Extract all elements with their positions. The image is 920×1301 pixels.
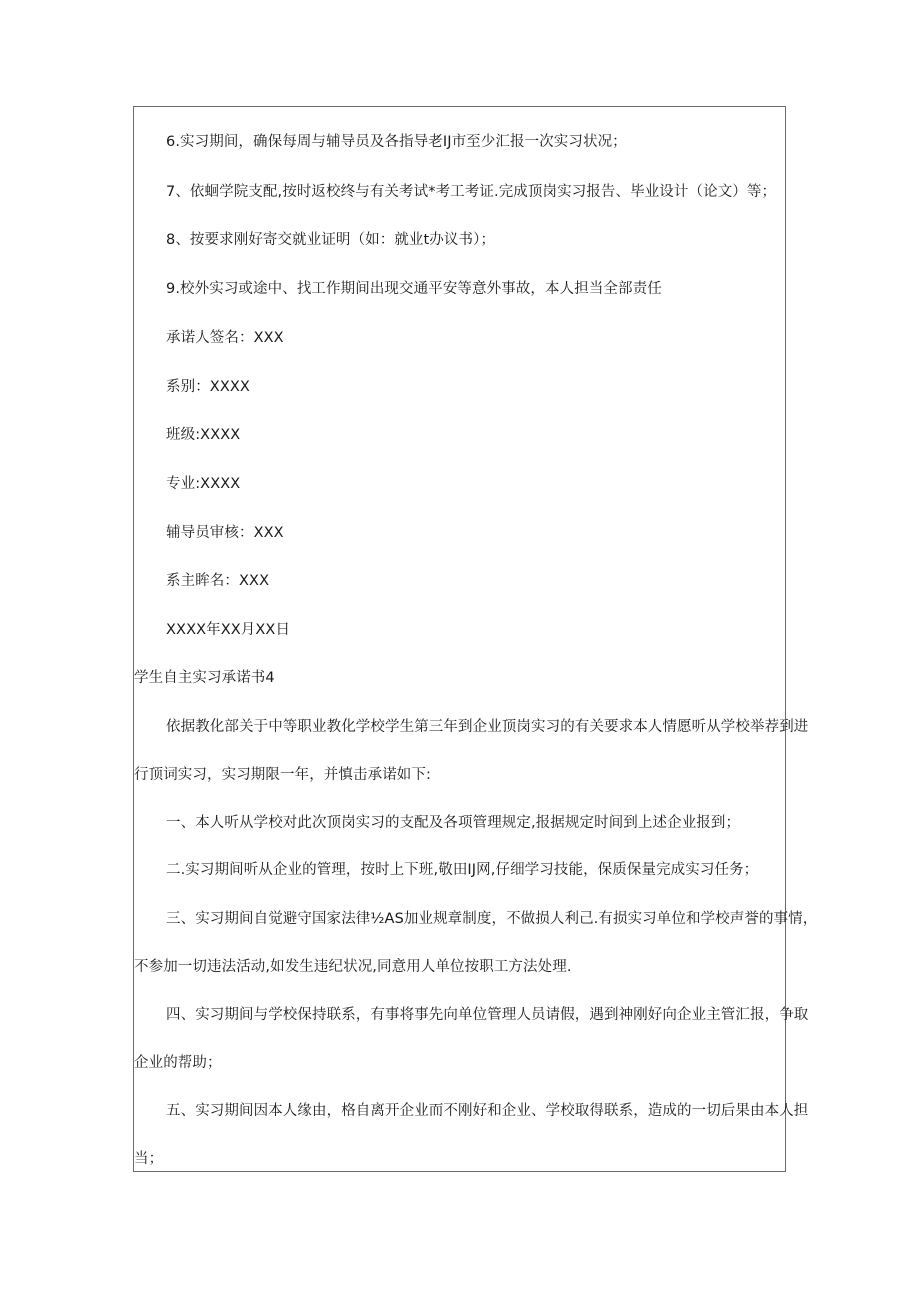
intro-paragraph-line1: 依据教化部关于中等职业教化学校学生第三年到企业顶岗实习的有关要求本人情愿听从学校举荐到进 xyxy=(166,719,809,735)
commitment-item-7: 7、依蛔学院支配,按时返校终与有关考试*考工考证.完成顶岗实习报告、毕业设计（论文）等； xyxy=(166,184,777,200)
pledge-item-3-line2: 不参加一切违法活动,如发生违纪状况,同意用人单位按职工方法处理. xyxy=(134,959,572,975)
pledge-item-2: 二.实习期间听从企业的管理，按时上下班,敬田IJ网,仔细学习技能，保质保量完成实习任务； xyxy=(166,862,759,878)
intro-paragraph-line2: 行顶词实习，实习期限一年，并慎击承诺如下: xyxy=(134,767,431,783)
section-title: 学生自主实习承诺书4 xyxy=(134,670,275,686)
pledge-item-1: 一、本人听从学校对此次顶岗实习的支配及各项管理规定,报据规定时间到上述企业报到； xyxy=(166,815,741,831)
pledge-item-4-line2: 企业的帮助； xyxy=(134,1055,222,1071)
pledge-item-3-line1: 三、实习期间自觉避守国家法律½AS加业规章制度，不做损人利己.有损实习单位和学校声誉的事情， xyxy=(166,911,818,927)
pledge-item-5-line2: 当； xyxy=(134,1151,164,1167)
counselor-review: 辅导员审核：XXX xyxy=(166,525,284,541)
signature-date: XXXX年XX月XX日 xyxy=(166,622,291,638)
dept-head-signature: 系主眸名：XXX xyxy=(166,573,270,589)
pledge-item-5-line1: 五、实习期间因本人缘由，格自离开企业而不刚好和企业、学校取得联系，造成的一切后果由本人担 xyxy=(166,1103,809,1119)
major-field: 专业:XXXX xyxy=(166,476,241,492)
pledge-item-4-line1: 四、实习期间与学校保持联系，有事将事先向单位管理人员请假，遇到神刚好向企业主管汇报，争取 xyxy=(166,1007,809,1023)
signer-name: 承诺人签名：XXX xyxy=(166,330,284,346)
commitment-item-8: 8、按要求刚好寄交就业证明（如：就业t办议书）； xyxy=(166,232,496,248)
department-field: 系别：XXXX xyxy=(166,379,250,395)
class-field: 班级:XXXX xyxy=(166,427,241,443)
commitment-item-6: 6.实习期间，确保每周与辅导员及各指导老IJ市至少汇报一次实习状况； xyxy=(166,134,627,150)
commitment-item-9: 9.校外实习或途中、找工作期间出现交通平安等意外事故，本人担当全部责任 xyxy=(166,281,662,297)
